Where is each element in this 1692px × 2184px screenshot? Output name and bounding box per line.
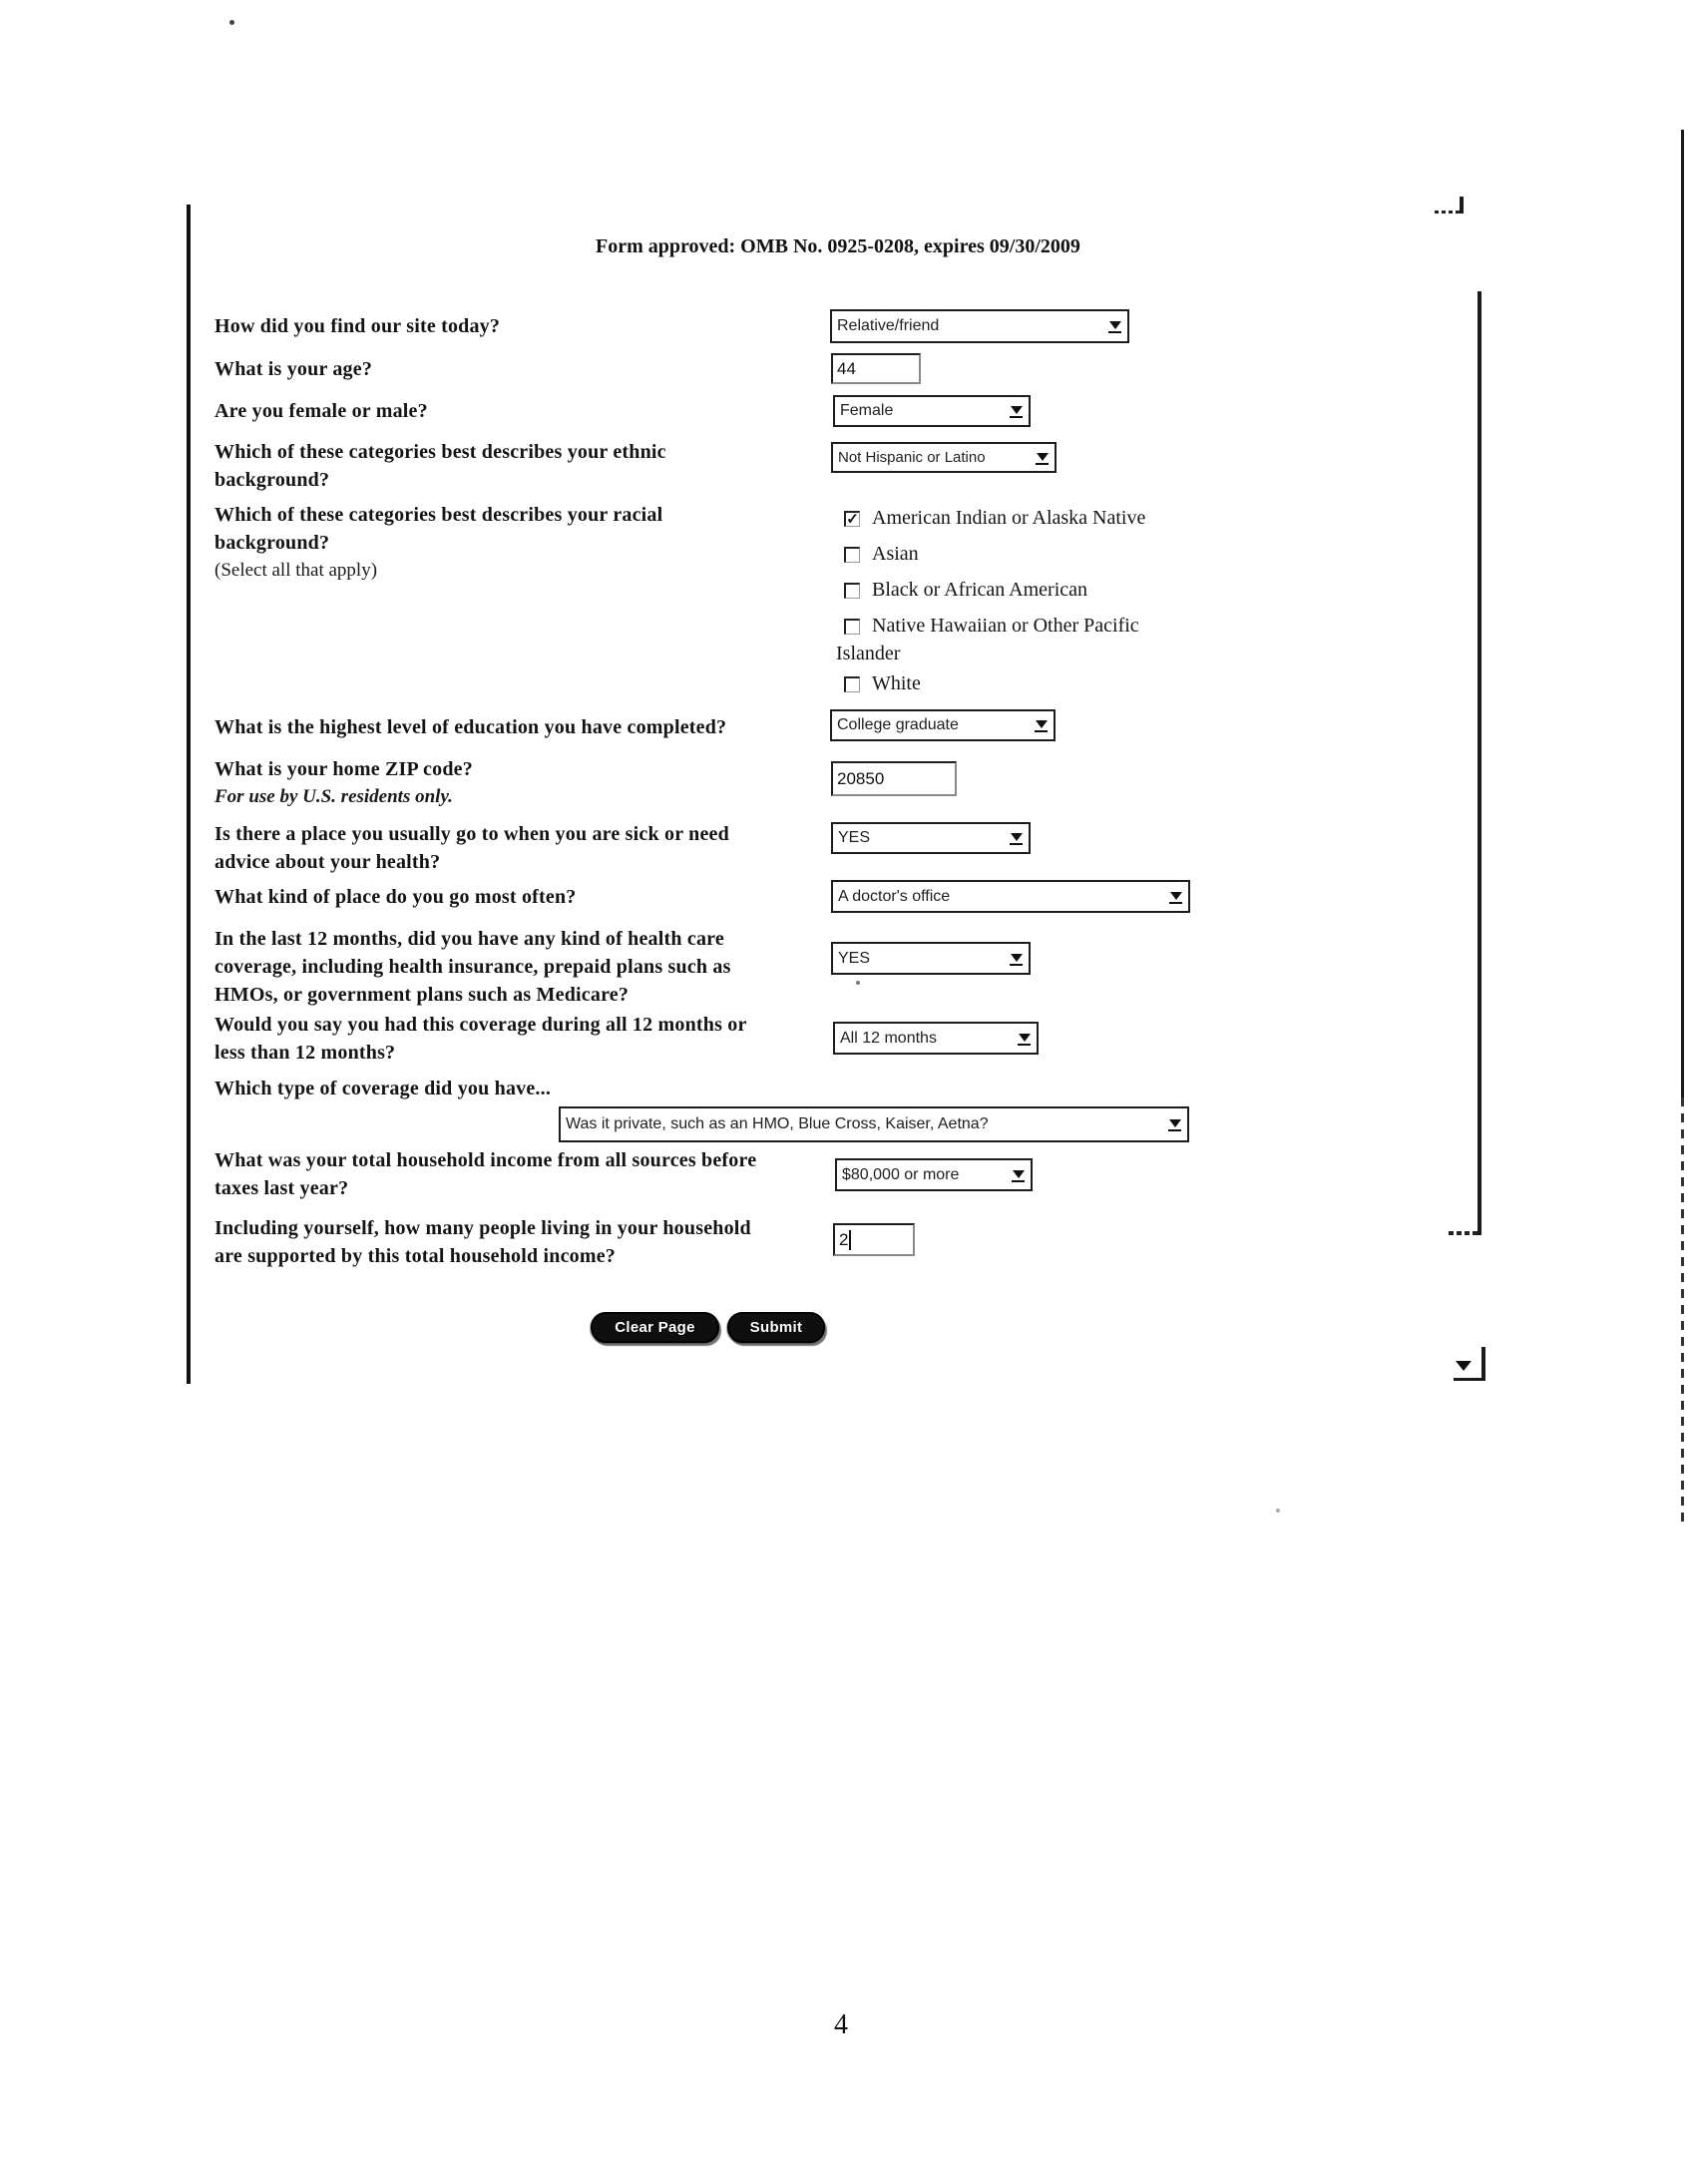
scan-speck: [1276, 1509, 1280, 1513]
chevron-down-icon: [1010, 404, 1025, 418]
scrollbar-artifact-top-tick: [1460, 197, 1464, 214]
checkbox-native-hawaiian-label-line1: Native Hawaiian or Other Pacific: [872, 615, 1139, 637]
form-approval-text: Form approved: OMB No. 0925-0208, expires 09/30/2009: [596, 235, 1080, 257]
question-place-kind-label: What kind of place do you go most often?: [214, 886, 577, 908]
coverage-duration-dropdown[interactable]: [833, 1022, 1039, 1055]
left-margin-rule: [187, 205, 191, 1384]
chevron-down-icon: [1010, 952, 1025, 966]
question-site-label: How did you find our site today?: [214, 315, 501, 337]
usual-place-dropdown-value: YES: [838, 829, 871, 846]
chevron-down-icon: [1108, 319, 1123, 333]
household-size-value: 2: [839, 1229, 849, 1249]
scan-speck: [856, 981, 860, 985]
question-ethnic-label-line2: background?: [214, 469, 330, 491]
age-input[interactable]: [831, 353, 921, 384]
scroll-down-arrow-icon[interactable]: [1456, 1361, 1472, 1371]
sex-dropdown-value: Female: [840, 402, 894, 419]
age-value: 44: [837, 358, 856, 378]
chevron-down-icon: [1018, 1032, 1033, 1046]
question-household-label-line2: are supported by this total household income?: [214, 1245, 617, 1267]
site-dropdown-value: Relative/friend: [837, 317, 940, 334]
chevron-down-icon: [1010, 831, 1025, 845]
coverage-dropdown-value: YES: [838, 949, 871, 967]
question-ethnic-label-line1: Which of these categories best describes your ethnic: [214, 441, 666, 463]
scan-speck: [229, 20, 234, 25]
zip-value: 20850: [837, 768, 885, 788]
submit-button[interactable]: Submit: [727, 1312, 825, 1343]
checkbox-native-hawaiian[interactable]: [844, 619, 860, 635]
question-education-label: What is the highest level of education you have completed?: [214, 716, 727, 738]
sex-dropdown[interactable]: [833, 395, 1031, 427]
checkbox-native-hawaiian-label-line2: Islander: [836, 643, 901, 664]
question-racial-label-line2: background?: [214, 532, 330, 554]
question-coverage-label-line2: coverage, including health insurance, prepaid plans such as: [214, 956, 731, 978]
coverage-type-dropdown[interactable]: [559, 1106, 1189, 1142]
chevron-down-icon: [1035, 718, 1050, 732]
scroll-button-corner-horizontal: [1454, 1378, 1485, 1381]
chevron-down-icon: [1168, 1117, 1183, 1131]
question-racial-label-line1: Which of these categories best describes your racial: [214, 504, 663, 526]
income-dropdown-value: $80,000 or more: [842, 1165, 960, 1183]
scrollbar-artifact-bottom-dash: [1449, 1231, 1481, 1235]
checkbox-asian-label: Asian: [872, 543, 919, 565]
page-edge-line: [1681, 130, 1684, 1097]
question-income-label-line1: What was your total household income from all sources before: [214, 1149, 757, 1171]
site-dropdown[interactable]: [830, 309, 1129, 343]
scroll-button-corner-vertical: [1481, 1347, 1485, 1381]
clear-page-button[interactable]: Clear Page: [591, 1312, 719, 1343]
question-coverage-label-line3: HMOs, or government plans such as Medicare?: [214, 984, 630, 1006]
checkbox-american-indian[interactable]: ✓: [844, 511, 860, 527]
text-cursor: [849, 1230, 851, 1250]
place-kind-dropdown[interactable]: [831, 880, 1190, 913]
household-size-input[interactable]: [833, 1223, 915, 1256]
coverage-type-dropdown-value: Was it private, such as an HMO, Blue Cross, Kaiser, Aetna?: [566, 1115, 989, 1132]
question-income-label-line2: taxes last year?: [214, 1177, 349, 1199]
question-zip-note: For use by U.S. residents only.: [214, 786, 453, 807]
checkbox-black-label: Black or African American: [872, 579, 1088, 601]
scrollbar-track-line[interactable]: [1478, 291, 1481, 1235]
ethnic-dropdown-value: Not Hispanic or Latino: [838, 449, 986, 466]
question-racial-note: (Select all that apply): [214, 560, 378, 581]
question-coverage-type-label: Which type of coverage did you have...: [214, 1078, 552, 1099]
question-usual-place-label-line2: advice about your health?: [214, 851, 441, 873]
place-kind-dropdown-value: A doctor's office: [838, 887, 951, 905]
question-sex-label: Are you female or male?: [214, 400, 428, 422]
question-age-label: What is your age?: [214, 358, 373, 380]
question-coverage-duration-label-line1: Would you say you had this coverage during all 12 months or: [214, 1014, 747, 1036]
chevron-down-icon: [1036, 451, 1051, 465]
question-coverage-duration-label-line2: less than 12 months?: [214, 1042, 396, 1064]
checkbox-white[interactable]: [844, 676, 860, 692]
question-coverage-label-line1: In the last 12 months, did you have any kind of health care: [214, 928, 724, 950]
scrollbar-artifact-top-dash: [1435, 211, 1463, 214]
question-household-label-line1: Including yourself, how many people living in your household: [214, 1217, 751, 1239]
income-dropdown[interactable]: [835, 1158, 1033, 1191]
question-zip-label: What is your home ZIP code?: [214, 758, 473, 780]
question-usual-place-label-line1: Is there a place you usually go to when you are sick or need: [214, 823, 729, 845]
coverage-duration-dropdown-value: All 12 months: [840, 1029, 937, 1047]
chevron-down-icon: [1169, 890, 1184, 904]
zip-input[interactable]: [831, 761, 957, 796]
chevron-down-icon: [1012, 1168, 1027, 1182]
usual-place-dropdown[interactable]: [831, 822, 1031, 854]
ethnic-dropdown[interactable]: [831, 442, 1057, 473]
education-dropdown[interactable]: [830, 709, 1056, 741]
page-number: 4: [834, 2009, 848, 2040]
page-edge-line-dashed: [1681, 1097, 1684, 1527]
checkbox-asian[interactable]: [844, 547, 860, 563]
checkbox-black[interactable]: [844, 583, 860, 599]
checkbox-white-label: White: [872, 672, 921, 694]
checkbox-american-indian-label: American Indian or Alaska Native: [872, 507, 1146, 529]
education-dropdown-value: College graduate: [837, 716, 959, 733]
coverage-dropdown[interactable]: [831, 942, 1031, 975]
